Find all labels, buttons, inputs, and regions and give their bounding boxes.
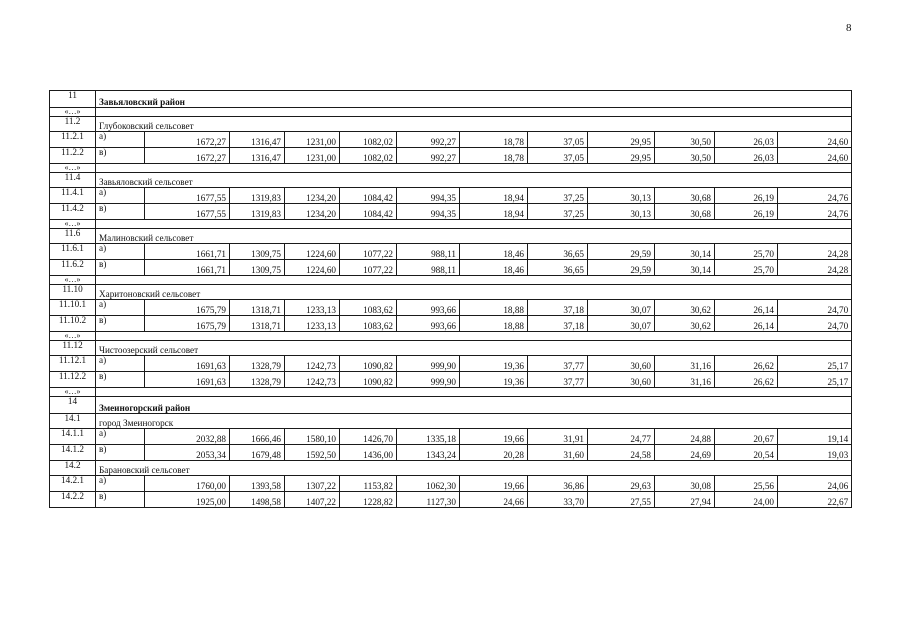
- value-cell: 2053,34: [145, 445, 230, 461]
- value-cell: 1083,62: [340, 316, 397, 332]
- value-cell: 1691,63: [145, 356, 230, 372]
- table-row: [50, 244, 852, 260]
- value-cell: 37,77: [528, 356, 588, 372]
- table-row: [50, 372, 852, 388]
- value-cell: 26,14: [715, 300, 778, 316]
- value-cell: 1679,48: [230, 445, 285, 461]
- settlement-name: Харитоновский сельсовет: [96, 285, 852, 300]
- value-cell: 19,66: [460, 476, 528, 492]
- value-cell: 1224,60: [285, 244, 340, 260]
- value-cell: 1925,00: [145, 492, 230, 508]
- settlement-name: Барановский сельсовет: [96, 461, 852, 476]
- district-header-row: [50, 397, 852, 414]
- value-cell: 27,55: [588, 492, 655, 508]
- value-cell: 36,86: [528, 476, 588, 492]
- value-cell: 20,54: [715, 445, 778, 461]
- value-cell: 992,27: [397, 148, 460, 164]
- value-cell: 25,17: [778, 356, 852, 372]
- value-cell: 999,90: [397, 372, 460, 388]
- value-cell: 1661,71: [145, 244, 230, 260]
- value-cell: 1231,00: [285, 148, 340, 164]
- value-cell: 1592,50: [285, 445, 340, 461]
- value-cell: 1082,02: [340, 148, 397, 164]
- value-cell: 37,18: [528, 300, 588, 316]
- omitted-blank-cell: [96, 332, 852, 341]
- value-cell: 37,05: [528, 132, 588, 148]
- row-code: 11.2.1: [50, 132, 96, 148]
- value-cell: 26,19: [715, 188, 778, 204]
- value-cell: 993,66: [397, 300, 460, 316]
- value-cell: 24,60: [778, 148, 852, 164]
- value-cell: 1309,75: [230, 244, 285, 260]
- table-row: [50, 356, 852, 372]
- row-code: 14.2: [50, 461, 96, 476]
- value-cell: 1675,79: [145, 300, 230, 316]
- value-cell: 1242,73: [285, 356, 340, 372]
- table-row: [50, 204, 852, 220]
- value-cell: 20,28: [460, 445, 528, 461]
- value-cell: 25,56: [715, 476, 778, 492]
- value-cell: 29,95: [588, 132, 655, 148]
- value-cell: 37,25: [528, 188, 588, 204]
- row-letter: в): [96, 372, 145, 388]
- value-cell: 29,59: [588, 260, 655, 276]
- row-code: 11.6.2: [50, 260, 96, 276]
- row-code: 14.1.2: [50, 445, 96, 461]
- value-cell: 1666,46: [230, 429, 285, 445]
- value-cell: 1084,42: [340, 204, 397, 220]
- row-code: 14.2.1: [50, 476, 96, 492]
- row-letter: а): [96, 476, 145, 492]
- value-cell: 24,77: [588, 429, 655, 445]
- value-cell: 1672,27: [145, 148, 230, 164]
- value-cell: 1319,83: [230, 188, 285, 204]
- value-cell: 30,68: [655, 188, 715, 204]
- value-cell: 19,36: [460, 372, 528, 388]
- row-letter: а): [96, 429, 145, 445]
- value-cell: 1316,47: [230, 148, 285, 164]
- value-cell: 1224,60: [285, 260, 340, 276]
- table-row: [50, 148, 852, 164]
- value-cell: 1319,83: [230, 204, 285, 220]
- omitted-marker-cell: «…»: [50, 332, 96, 341]
- value-cell: 1677,55: [145, 204, 230, 220]
- row-letter: а): [96, 188, 145, 204]
- value-cell: 1316,47: [230, 132, 285, 148]
- value-cell: 1407,22: [285, 492, 340, 508]
- value-cell: 37,25: [528, 204, 588, 220]
- value-cell: 18,78: [460, 148, 528, 164]
- value-cell: 18,88: [460, 300, 528, 316]
- value-cell: 1234,20: [285, 204, 340, 220]
- value-cell: 26,62: [715, 372, 778, 388]
- settlement-header-row: [50, 285, 852, 300]
- value-cell: 22,67: [778, 492, 852, 508]
- value-cell: 30,60: [588, 372, 655, 388]
- district-name: Завьяловский район: [96, 91, 852, 108]
- omitted-blank-cell: [96, 276, 852, 285]
- omitted-marker-cell: «…»: [50, 108, 96, 117]
- value-cell: 30,07: [588, 316, 655, 332]
- value-cell: 1084,42: [340, 188, 397, 204]
- value-cell: 30,62: [655, 300, 715, 316]
- omitted-blank-cell: [96, 108, 852, 117]
- row-code: 11: [50, 91, 96, 108]
- value-cell: 1393,58: [230, 476, 285, 492]
- value-cell: 30,60: [588, 356, 655, 372]
- value-cell: 24,00: [715, 492, 778, 508]
- value-cell: 36,65: [528, 244, 588, 260]
- value-cell: 18,46: [460, 260, 528, 276]
- value-cell: 1090,82: [340, 356, 397, 372]
- value-cell: 1090,82: [340, 372, 397, 388]
- settlement-header-row: [50, 117, 852, 132]
- table-row: [50, 188, 852, 204]
- value-cell: 999,90: [397, 356, 460, 372]
- row-letter: а): [96, 132, 145, 148]
- row-code: 11.12: [50, 341, 96, 356]
- omitted-marker-cell: «…»: [50, 164, 96, 173]
- row-code: 11.4.1: [50, 188, 96, 204]
- value-cell: 1307,22: [285, 476, 340, 492]
- value-cell: 24,28: [778, 260, 852, 276]
- omitted-blank-cell: [96, 164, 852, 173]
- settlement-header-row: [50, 229, 852, 244]
- value-cell: 1436,00: [340, 445, 397, 461]
- value-cell: 19,03: [778, 445, 852, 461]
- value-cell: 24,58: [588, 445, 655, 461]
- value-cell: 24,28: [778, 244, 852, 260]
- value-cell: 1127,30: [397, 492, 460, 508]
- settlement-header-row: [50, 173, 852, 188]
- table-row: [50, 429, 852, 445]
- value-cell: 1153,82: [340, 476, 397, 492]
- omitted-marker-cell: «…»: [50, 388, 96, 397]
- value-cell: 1675,79: [145, 316, 230, 332]
- table-body: [50, 91, 852, 508]
- value-cell: 19,66: [460, 429, 528, 445]
- table-row: [50, 476, 852, 492]
- row-code: 11.4.2: [50, 204, 96, 220]
- row-letter: в): [96, 204, 145, 220]
- row-code: 11.6: [50, 229, 96, 244]
- row-code: 11.4: [50, 173, 96, 188]
- value-cell: 1231,00: [285, 132, 340, 148]
- omitted-marker-cell: «…»: [50, 276, 96, 285]
- row-code: 11.2: [50, 117, 96, 132]
- value-cell: 1309,75: [230, 260, 285, 276]
- row-letter: а): [96, 244, 145, 260]
- value-cell: 24,88: [655, 429, 715, 445]
- value-cell: 26,03: [715, 148, 778, 164]
- page-number: 8: [846, 22, 852, 34]
- value-cell: 19,36: [460, 356, 528, 372]
- settlement-name: Завьяловский сельсовет: [96, 173, 852, 188]
- value-cell: 30,50: [655, 132, 715, 148]
- omitted-rows-marker: [50, 388, 852, 397]
- value-cell: 1318,71: [230, 300, 285, 316]
- value-cell: 27,94: [655, 492, 715, 508]
- row-code: 11.10: [50, 285, 96, 300]
- value-cell: 26,19: [715, 204, 778, 220]
- value-cell: 994,35: [397, 188, 460, 204]
- omitted-blank-cell: [96, 220, 852, 229]
- row-code: 11.12.2: [50, 372, 96, 388]
- row-letter: в): [96, 492, 145, 508]
- row-code: 11.12.1: [50, 356, 96, 372]
- omitted-rows-marker: [50, 164, 852, 173]
- settlement-header-row: [50, 341, 852, 356]
- value-cell: 30,50: [655, 148, 715, 164]
- value-cell: 29,59: [588, 244, 655, 260]
- value-cell: 1661,71: [145, 260, 230, 276]
- settlement-name: Малиновский сельсовет: [96, 229, 852, 244]
- value-cell: 31,16: [655, 372, 715, 388]
- value-cell: 1328,79: [230, 372, 285, 388]
- value-cell: 24,76: [778, 188, 852, 204]
- value-cell: 36,65: [528, 260, 588, 276]
- value-cell: 1691,63: [145, 372, 230, 388]
- row-code: 11.10.1: [50, 300, 96, 316]
- value-cell: 1498,58: [230, 492, 285, 508]
- value-cell: 30,13: [588, 188, 655, 204]
- value-cell: 1062,30: [397, 476, 460, 492]
- value-cell: 30,14: [655, 260, 715, 276]
- row-letter: в): [96, 445, 145, 461]
- value-cell: 1343,24: [397, 445, 460, 461]
- value-cell: 1760,00: [145, 476, 230, 492]
- value-cell: 1426,70: [340, 429, 397, 445]
- value-cell: 18,46: [460, 244, 528, 260]
- settlement-name: город Змеиногорск: [96, 414, 852, 429]
- row-letter: а): [96, 300, 145, 316]
- value-cell: 1242,73: [285, 372, 340, 388]
- value-cell: 33,70: [528, 492, 588, 508]
- value-cell: 18,94: [460, 204, 528, 220]
- value-cell: 24,70: [778, 316, 852, 332]
- table-row: [50, 492, 852, 508]
- value-cell: 31,91: [528, 429, 588, 445]
- omitted-rows-marker: [50, 220, 852, 229]
- value-cell: 1580,10: [285, 429, 340, 445]
- value-cell: 1082,02: [340, 132, 397, 148]
- value-cell: 30,13: [588, 204, 655, 220]
- value-cell: 37,18: [528, 316, 588, 332]
- settlement-name: Чистоозерский сельсовет: [96, 341, 852, 356]
- value-cell: 30,14: [655, 244, 715, 260]
- table-row: [50, 300, 852, 316]
- omitted-rows-marker: [50, 108, 852, 117]
- value-cell: 31,16: [655, 356, 715, 372]
- omitted-marker-cell: «…»: [50, 220, 96, 229]
- value-cell: 988,11: [397, 244, 460, 260]
- row-code: 11.10.2: [50, 316, 96, 332]
- value-cell: 1318,71: [230, 316, 285, 332]
- value-cell: 29,63: [588, 476, 655, 492]
- value-cell: 992,27: [397, 132, 460, 148]
- row-letter: а): [96, 356, 145, 372]
- row-letter: в): [96, 316, 145, 332]
- table-row: [50, 445, 852, 461]
- value-cell: 19,14: [778, 429, 852, 445]
- value-cell: 1328,79: [230, 356, 285, 372]
- value-cell: 994,35: [397, 204, 460, 220]
- value-cell: 988,11: [397, 260, 460, 276]
- row-code: 11.2.2: [50, 148, 96, 164]
- value-cell: 30,68: [655, 204, 715, 220]
- value-cell: 37,05: [528, 148, 588, 164]
- value-cell: 24,60: [778, 132, 852, 148]
- row-letter: в): [96, 260, 145, 276]
- value-cell: 1233,13: [285, 300, 340, 316]
- value-cell: 1233,13: [285, 316, 340, 332]
- district-header-row: [50, 91, 852, 108]
- row-code: 14.1.1: [50, 429, 96, 445]
- value-cell: 26,62: [715, 356, 778, 372]
- omitted-blank-cell: [96, 388, 852, 397]
- value-cell: 18,78: [460, 132, 528, 148]
- row-code: 14: [50, 397, 96, 414]
- settlement-header-row: [50, 414, 852, 429]
- value-cell: 25,17: [778, 372, 852, 388]
- settlement-name: Глубоковский сельсовет: [96, 117, 852, 132]
- tariff-table: [49, 90, 852, 508]
- value-cell: 24,06: [778, 476, 852, 492]
- value-cell: 24,76: [778, 204, 852, 220]
- omitted-rows-marker: [50, 332, 852, 341]
- omitted-rows-marker: [50, 276, 852, 285]
- value-cell: 1077,22: [340, 260, 397, 276]
- settlement-header-row: [50, 461, 852, 476]
- value-cell: 26,14: [715, 316, 778, 332]
- row-letter: в): [96, 148, 145, 164]
- value-cell: 2032,88: [145, 429, 230, 445]
- value-cell: 1228,82: [340, 492, 397, 508]
- value-cell: 1077,22: [340, 244, 397, 260]
- value-cell: 1672,27: [145, 132, 230, 148]
- district-name: Змеиногорский район: [96, 397, 852, 414]
- value-cell: 30,07: [588, 300, 655, 316]
- table-row: [50, 132, 852, 148]
- value-cell: 993,66: [397, 316, 460, 332]
- value-cell: 24,66: [460, 492, 528, 508]
- value-cell: 18,88: [460, 316, 528, 332]
- value-cell: 29,95: [588, 148, 655, 164]
- value-cell: 24,70: [778, 300, 852, 316]
- value-cell: 30,08: [655, 476, 715, 492]
- value-cell: 25,70: [715, 244, 778, 260]
- value-cell: 1083,62: [340, 300, 397, 316]
- value-cell: 26,03: [715, 132, 778, 148]
- row-code: 11.6.1: [50, 244, 96, 260]
- value-cell: 31,60: [528, 445, 588, 461]
- table-row: [50, 260, 852, 276]
- value-cell: 25,70: [715, 260, 778, 276]
- value-cell: 18,94: [460, 188, 528, 204]
- row-code: 14.2.2: [50, 492, 96, 508]
- value-cell: 20,67: [715, 429, 778, 445]
- value-cell: 24,69: [655, 445, 715, 461]
- table-row: [50, 316, 852, 332]
- value-cell: 1677,55: [145, 188, 230, 204]
- value-cell: 37,77: [528, 372, 588, 388]
- value-cell: 1335,18: [397, 429, 460, 445]
- value-cell: 1234,20: [285, 188, 340, 204]
- value-cell: 30,62: [655, 316, 715, 332]
- row-code: 14.1: [50, 414, 96, 429]
